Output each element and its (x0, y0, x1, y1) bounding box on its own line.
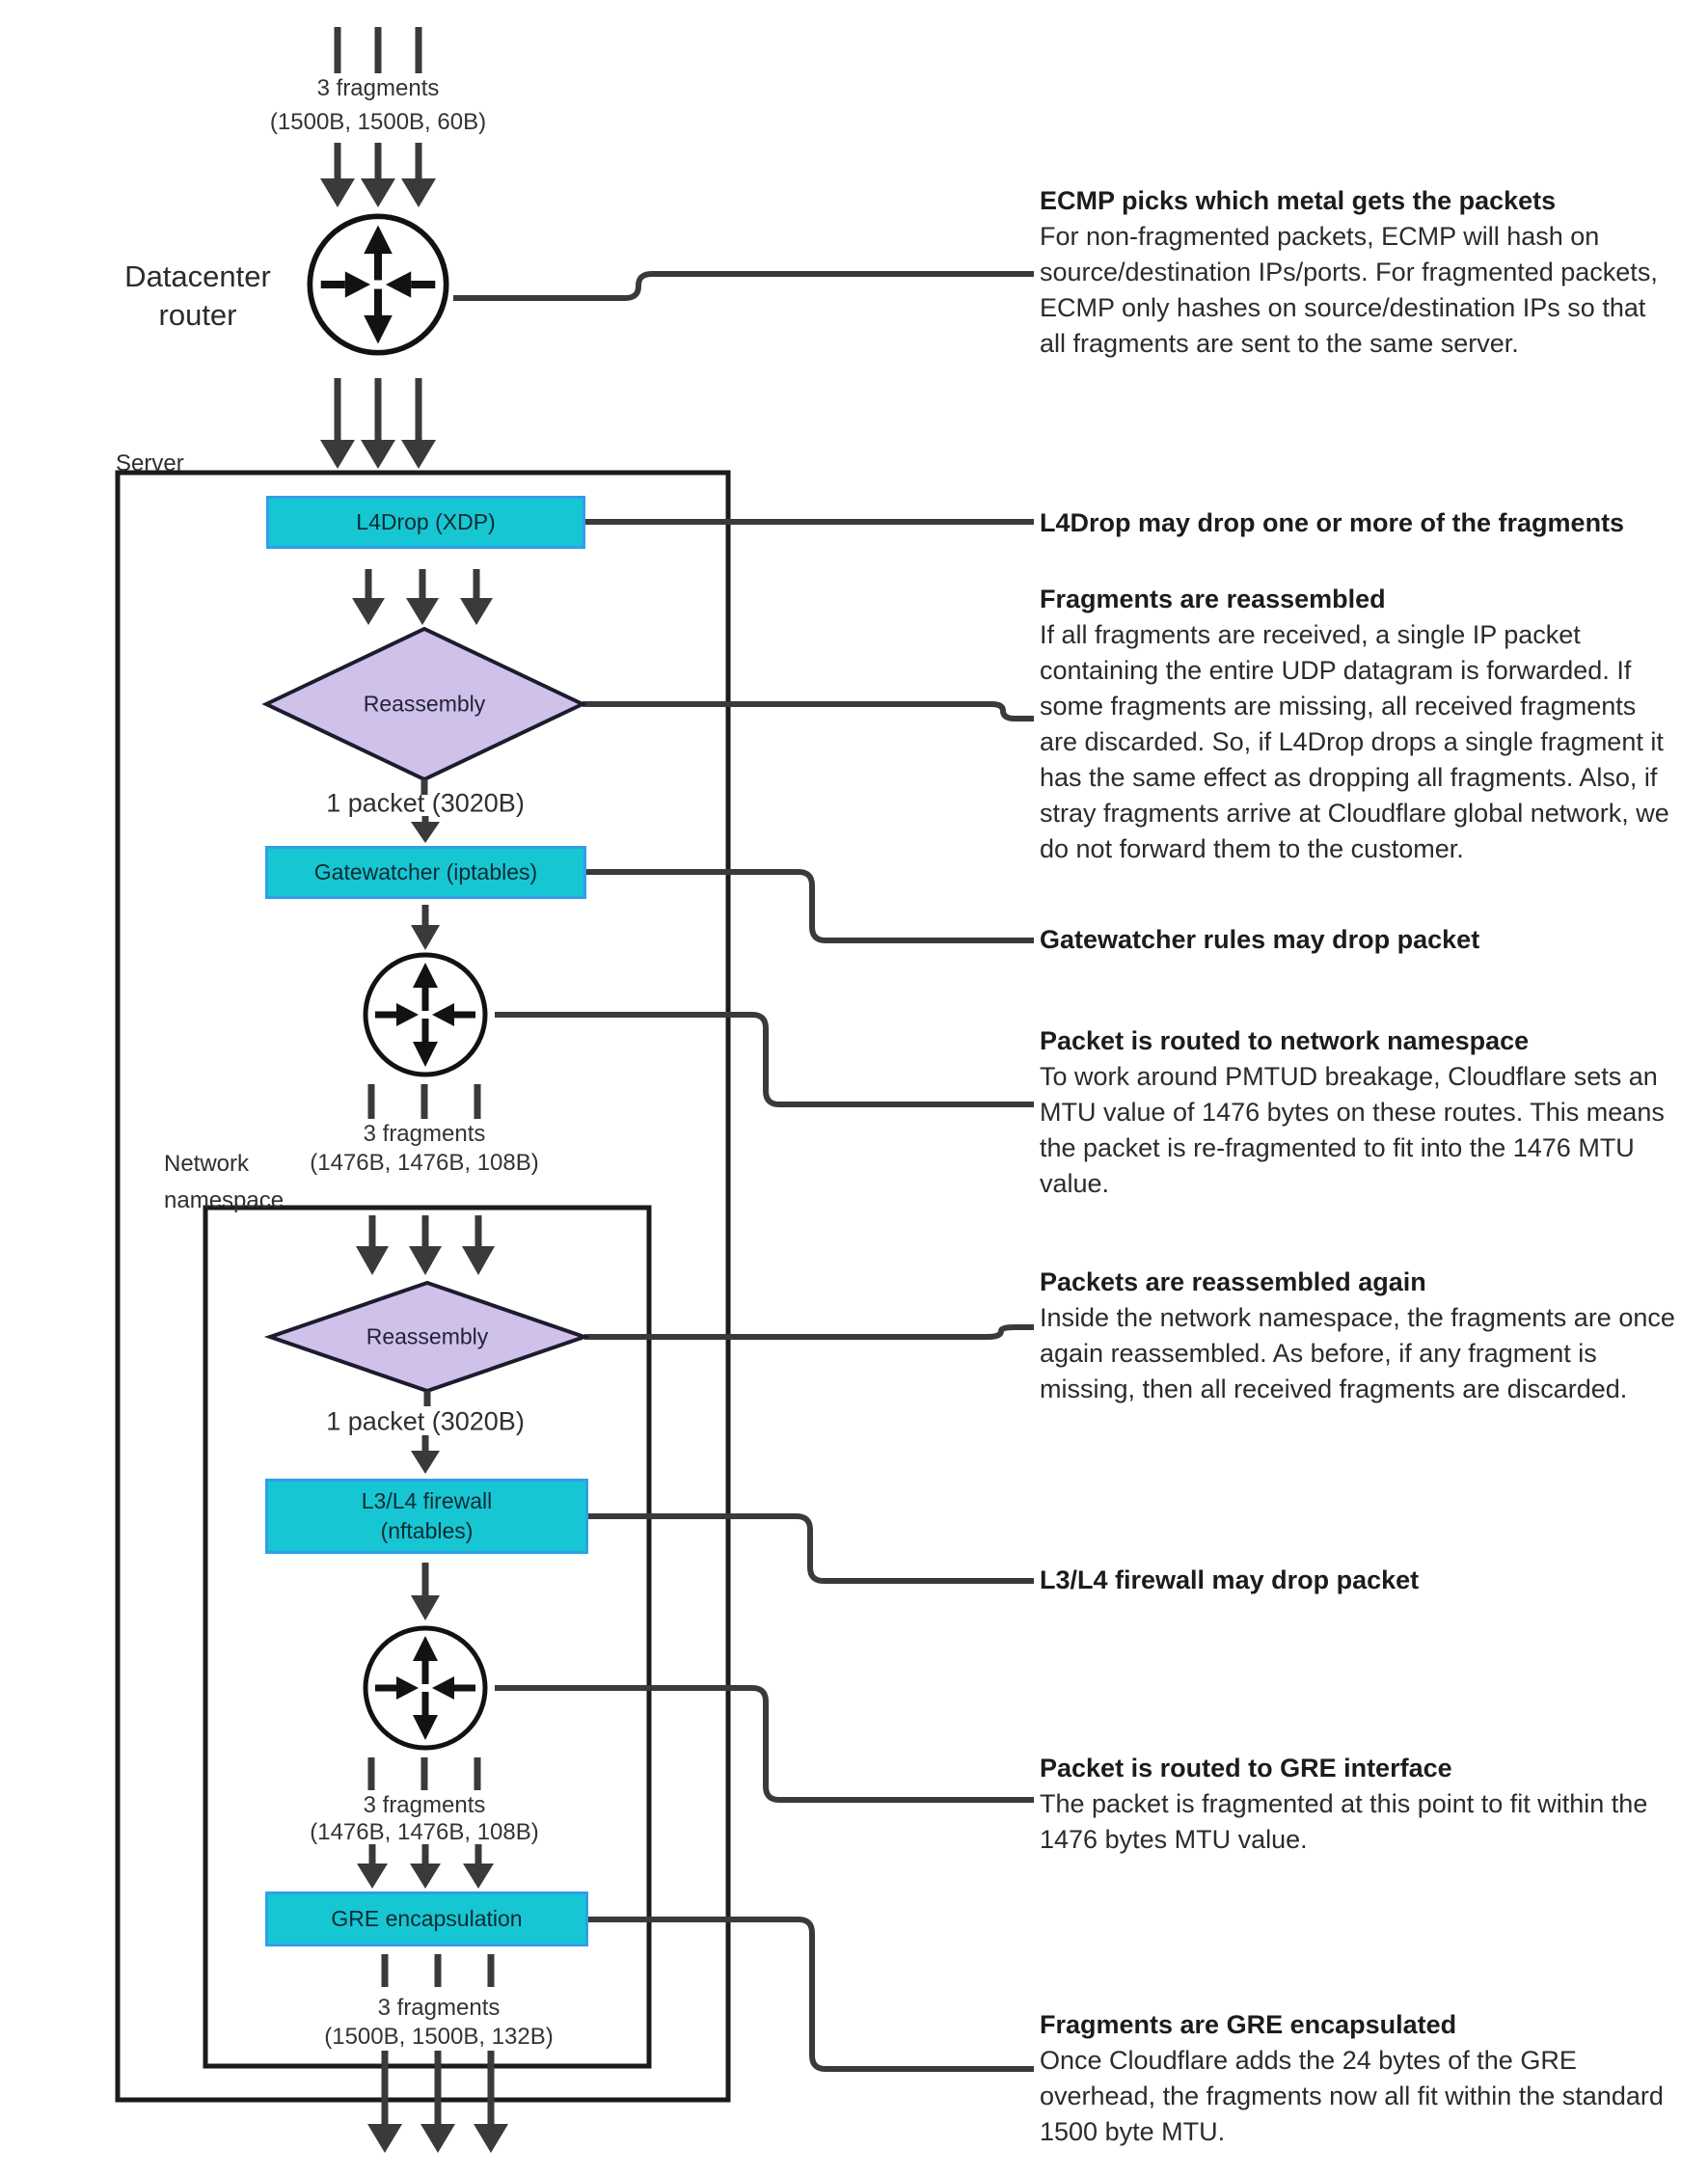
node-reassembly-1: Reassembly (363, 691, 486, 717)
annotation-title: Fragments are reassembled (1040, 585, 1386, 613)
gre-out-fragments-label: 3 fragments (377, 1995, 501, 2021)
connector-gatewatcher (586, 872, 1034, 940)
top-sizes-label: (1500B, 1500B, 60B) (269, 109, 487, 135)
annotation-routed-namespace (1040, 1023, 1676, 1202)
gre-in-fragments-label: 3 fragments (363, 1792, 486, 1818)
annotation-title: ECMP picks which metal gets the packets (1040, 186, 1557, 215)
connector-reassembly1 (583, 704, 1034, 719)
connector-gre (588, 1919, 1034, 2069)
top-fragments-label: 3 fragments (316, 75, 440, 101)
mid-fragments-label: 3 fragments (363, 1121, 486, 1147)
annotation-title: Packets are reassembled again (1040, 1267, 1426, 1296)
annotation-body: For non-fragmented packets, ECMP will hash on source/destination IPs/ports. For fragmented packets, ECMP only hashes on source/destination IPs so that all fragments are sent to the same server. (1040, 222, 1658, 358)
node-gre-encapsulation: GRE encapsulation (265, 1891, 588, 1946)
annotation-body: The packet is fragmented at this point to fit within the 1476 bytes MTU value. (1040, 1789, 1648, 1854)
router-icon-namespace (366, 955, 485, 1075)
annotation-body: Inside the network namespace, the fragments are once again reassembled. As before, if any fragment is missing, then all received fragments are discarded. (1040, 1303, 1675, 1403)
annotation-gre-encapsulated (1040, 2007, 1676, 2150)
datacenter-router-label: Datacenter router (124, 259, 271, 332)
annotation-title: Packet is routed to GRE interface (1040, 1754, 1452, 1782)
connector-reassembly2 (584, 1327, 1034, 1337)
mid-sizes-label: (1476B, 1476B, 108B) (310, 1150, 539, 1176)
router-icon-gre (366, 1628, 485, 1748)
node-l4drop: L4Drop (XDP) (266, 496, 585, 549)
annotation-title: Gatewatcher rules may drop packet (1040, 925, 1480, 954)
packet2-label: 1 packet (3020B) (326, 1406, 525, 1436)
annotation-title: Fragments are GRE encapsulated (1040, 2010, 1457, 2039)
annotation-body: To work around PMTUD breakage, Cloudflare sets an MTU value of 1476 bytes on these routes. This means the packet is re-fragmented to fit into the 1476 MTU value. (1040, 1062, 1665, 1198)
annotation-reassembled-again (1040, 1265, 1676, 1407)
connector-ecmp (453, 274, 1034, 298)
annotation-ecmp (1040, 183, 1676, 362)
annotation-reassembled (1040, 582, 1676, 867)
annotation-title: L4Drop may drop one or more of the fragments (1040, 508, 1625, 537)
connector-router3 (495, 1688, 1034, 1800)
annotation-title: Packet is routed to network namespace (1040, 1026, 1530, 1055)
datacenter-router-icon (310, 216, 446, 352)
connector-firewall (588, 1516, 1034, 1581)
annotation-body: Once Cloudflare adds the 24 bytes of the GRE overhead, the fragments now all fit within the standard 1500 byte MTU. (1040, 2046, 1664, 2146)
packet1-label: 1 packet (3020B) (326, 788, 525, 818)
node-gatewatcher: Gatewatcher (iptables) (265, 846, 586, 899)
server-label: Server (116, 450, 184, 476)
network-namespace-label: Network namespace (164, 1151, 285, 1213)
gre-out-sizes-label: (1500B, 1500B, 132B) (324, 2024, 554, 2050)
annotation-title: L3/L4 firewall may drop packet (1040, 1565, 1420, 1594)
node-reassembly-2: Reassembly (366, 1323, 489, 1349)
connector-router2 (495, 1015, 1034, 1104)
annotation-gatewatcher (1040, 922, 1676, 958)
annotation-firewall (1040, 1563, 1676, 1598)
node-l3l4-firewall: L3/L4 firewall (nftables) (265, 1479, 588, 1554)
gre-in-sizes-label: (1476B, 1476B, 108B) (310, 1819, 539, 1845)
annotation-body: If all fragments are received, a single IP packet containing the entire UDP datagram is forwarded. If some fragments are missing, all received fragments are discarded. So, if L4Drop drops a single fragment it has the same effect as dropping all fragments. Also, if stray fragments arrive at Cloudflare global network, we do not forward them to the customer. (1040, 620, 1669, 863)
annotation-gre-interface (1040, 1751, 1676, 1858)
annotation-l4drop (1040, 505, 1676, 541)
